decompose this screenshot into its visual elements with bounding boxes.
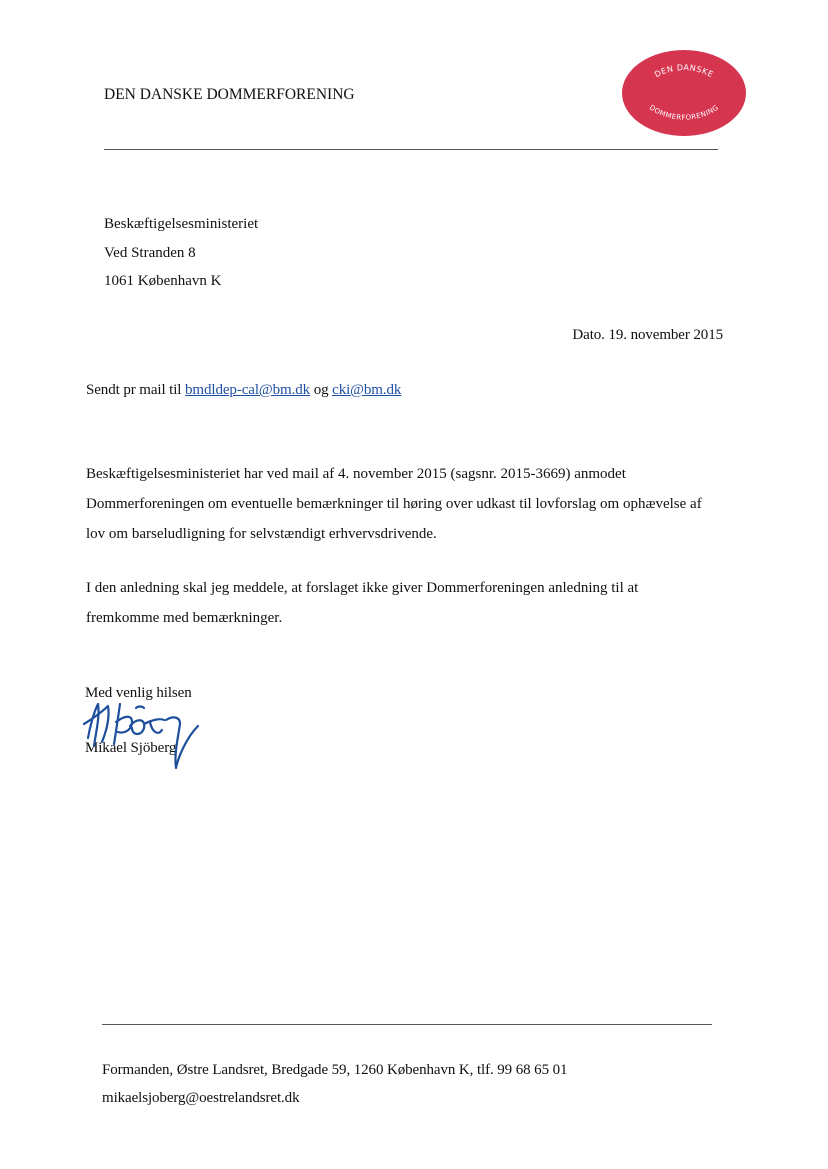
- handwritten-signature: [80, 698, 220, 780]
- sent-prefix: Sendt pr mail til: [86, 382, 186, 398]
- letter-date: Dato. 19. november 2015: [572, 327, 723, 343]
- footer-address: Formanden, Østre Landsret, Bredgade 59, 1260 København K, tlf. 99 68 65 01: [102, 1062, 568, 1078]
- association-stamp: [620, 48, 748, 138]
- signer-name: Mikael Sjöberg: [85, 740, 177, 756]
- footer-email: mikaelsjoberg@oestrelandsret.dk: [102, 1090, 300, 1106]
- header-divider: [104, 149, 718, 150]
- paragraph-line: Dommerforeningen om eventuelle bemærkninger til høring over udkast til lovforslag om ophævelse af: [86, 496, 702, 512]
- closing-greeting: Med venlig hilsen: [85, 685, 192, 701]
- sent-joiner: og: [310, 382, 333, 398]
- paragraph-line: fremkomme med bemærkninger.: [86, 610, 283, 626]
- paragraph-line: lov om barseludligning for selvstændigt erhvervsdrivende.: [86, 526, 437, 542]
- stamp-top-text: DEN DANSKE: [653, 63, 715, 80]
- sent-line: [86, 382, 401, 399]
- recipient-street: Ved Stranden 8: [104, 245, 196, 261]
- email-link-2[interactable]: cki@bm.dk: [332, 382, 402, 398]
- stamp-bottom-text: DOMMERFORENING: [647, 103, 721, 122]
- footer-divider: [102, 1024, 712, 1025]
- paragraph-2: [86, 573, 766, 633]
- paragraph-line: I den anledning skal jeg meddele, at forslaget ikke giver Dommerforeningen anledning til at: [86, 580, 639, 596]
- stamp-ellipse: [622, 50, 746, 136]
- email-link-1[interactable]: bmdldep-cal@bm.dk: [185, 382, 311, 398]
- organization-name: DEN DANSKE DOMMERFORENING: [104, 86, 355, 103]
- recipient-city: 1061 København K: [104, 273, 222, 289]
- paragraph-line: Beskæftigelsesministeriet har ved mail af 4. november 2015 (sagsnr. 2015-3669) anmodet: [86, 466, 626, 482]
- recipient-name: Beskæftigelsesministeriet: [104, 216, 259, 232]
- paragraph-1: [86, 459, 766, 549]
